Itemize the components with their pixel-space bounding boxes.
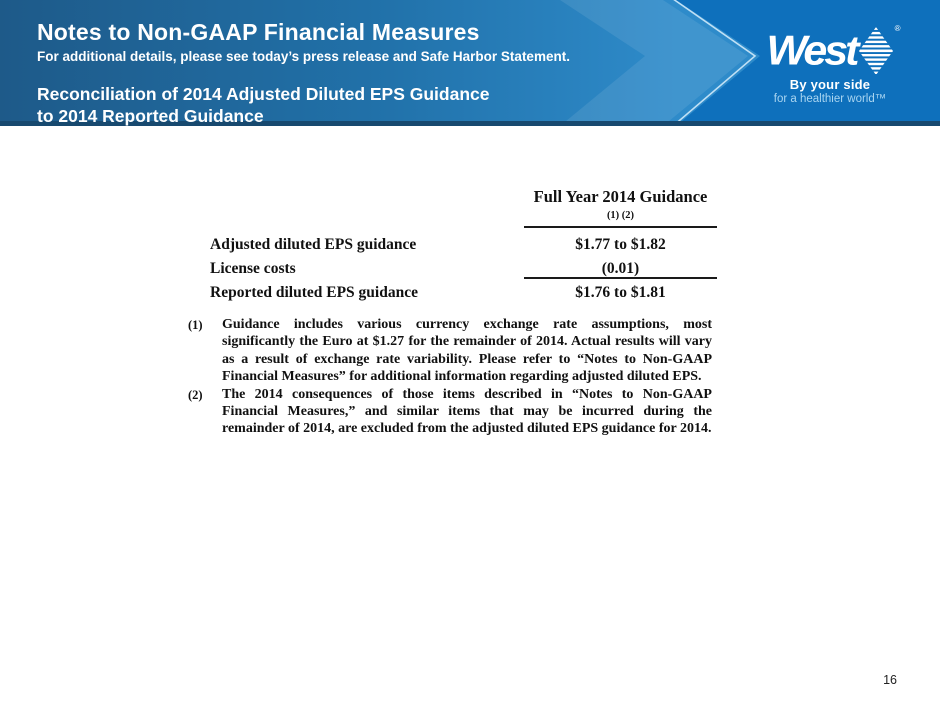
striped-diamond-icon [859,24,901,75]
table-row-label: License costs [210,260,296,277]
west-logo [763,24,901,105]
footnote-marker: (1) [188,318,203,332]
section-title-line1: Reconciliation of 2014 Adjusted Diluted EPS Guidance [37,84,490,104]
table-row-value: $1.77 to $1.82 [575,236,666,253]
footnote-1 [188,316,712,386]
footnote-text: Guidance includes various currency exchange rate assumptions, most significantly the Euro at $1.27 for the remainder of 2014. Actual results will vary as a result of exchange rate variability. Please refer to “Notes to Non-GAAP Financial Measures” for additional information regarding adjusted diluted EPS. [222,317,712,385]
footnotes [188,316,712,438]
table-row-value: $1.76 to $1.81 [575,284,666,301]
page-title: Notes to Non-GAAP Financial Measures [37,19,480,45]
section-title-line2: to 2014 Reported Guidance [37,106,264,126]
page-subtitle: For additional details, please see today’s press release and Safe Harbor Statement. [37,49,570,64]
header-banner [0,0,940,126]
west-wordmark: West [766,27,857,75]
footnote-text: The 2014 consequences of those items described in “Notes to Non-GAAP Financial Measures,” and similar items that may be incurred during the remainder of 2014, are excluded from the adjusted diluted EPS guidance for 2014. [222,386,712,437]
table-rule-top [524,226,717,228]
logo-tagline-primary: By your side [789,77,871,92]
registered-trademark-symbol: ® [894,24,901,33]
table-column-header: Full Year 2014 Guidance [533,187,708,206]
footnote-marker: (2) [188,387,203,402]
slide-body [0,126,940,705]
table-row-label: Adjusted diluted EPS guidance [210,236,417,253]
table-row-value: (0.01) [601,260,640,277]
page-number: 16 [883,673,897,687]
footnote-2 [188,386,712,438]
table-row-label: Reported diluted EPS guidance [210,284,418,301]
logo-tagline-secondary: for a healthier world™ [773,93,887,105]
west-logo-row [763,24,901,76]
table-rule-middle [524,277,717,279]
table-footnote-refs: (1) (2) [606,210,635,221]
section-title [37,83,737,127]
